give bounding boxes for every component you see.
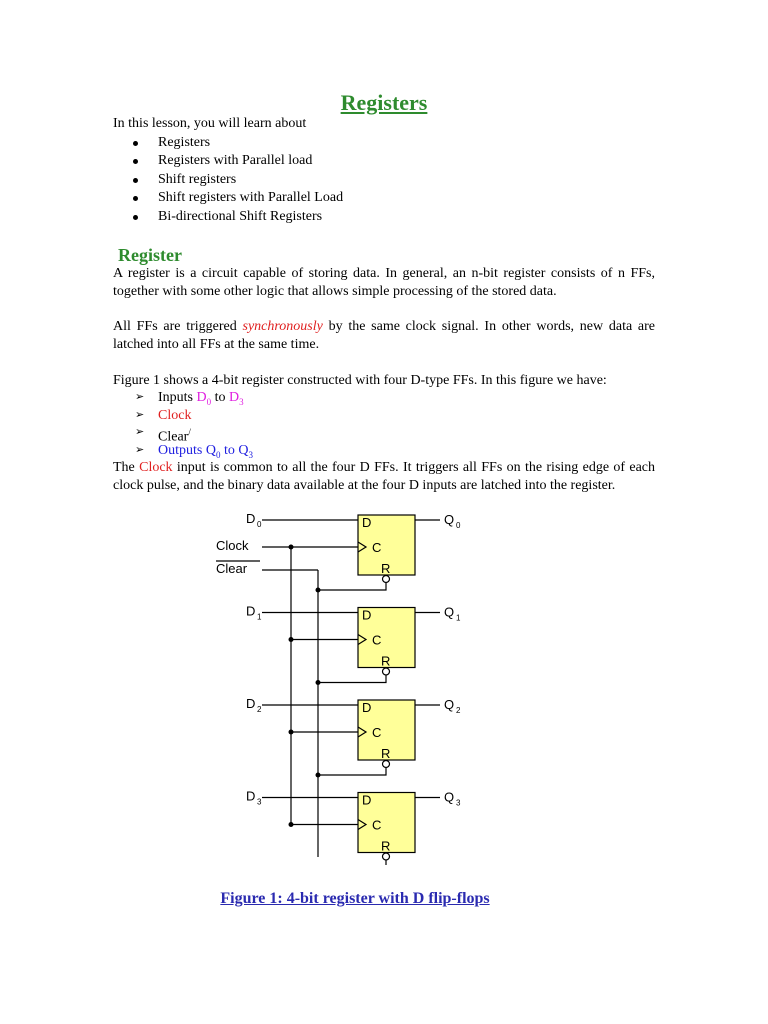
ff-d-label: D [362, 792, 372, 808]
ff-c-label: C [372, 632, 382, 648]
topic-list [113, 134, 343, 226]
ff-r-label: R [381, 746, 391, 761]
subscript: 0 [215, 449, 221, 460]
clock-junction [289, 637, 294, 642]
ff-d-label: D [362, 515, 372, 530]
output-label: Q [444, 789, 455, 805]
input-label: D [246, 511, 256, 526]
clear-label: Clear [216, 561, 248, 576]
register-circuit-diagram [200, 505, 470, 865]
inputs-to: D [229, 390, 240, 405]
outputs-term [158, 443, 253, 458]
output-label: Q [444, 512, 455, 527]
clear-junction [316, 773, 321, 778]
output-subscript: 2 [456, 706, 461, 715]
feature-list [113, 389, 253, 459]
clock-junction [289, 545, 294, 550]
output-label: Q [444, 697, 455, 712]
ff-d-label: D [362, 607, 372, 623]
output-subscript: 0 [456, 521, 461, 530]
list-item-inputs [113, 389, 253, 407]
arrow-bullet-icon: ➢ [135, 391, 145, 403]
clear-term: Clear [158, 429, 189, 445]
input-subscript: 0 [257, 520, 262, 529]
list-item-clock [113, 407, 253, 425]
list-item: Registers [113, 134, 343, 152]
output-subscript: 3 [456, 798, 461, 808]
subscript: 0 [206, 396, 212, 407]
list-item: Registers with Parallel load [113, 152, 343, 170]
clear-branch-wire [318, 583, 386, 590]
paragraph-definition: A register is a circuit capable of storing data. In general, an n-bit register consists of n FFs, together with some other logic that allows simple processing of the stored data. [113, 266, 655, 299]
intro-text: In this lesson, you will learn about [113, 116, 307, 131]
input-subscript: 3 [257, 797, 262, 807]
ff-c-label: C [372, 817, 382, 833]
subscript: 3 [248, 449, 253, 460]
subscript: 3 [239, 396, 244, 407]
output-subscript: 1 [456, 613, 461, 623]
flip-flop-3 [246, 789, 461, 866]
flip-flop-2 [246, 696, 461, 778]
ff-r-label: R [381, 838, 391, 854]
reset-bubble [383, 853, 390, 860]
arrow-bullet-icon: ➢ [135, 426, 145, 438]
text-run: to [211, 390, 230, 405]
ff-c-label: C [372, 725, 382, 740]
list-item: Bi-directional Shift Registers [113, 208, 343, 226]
input-label: D [246, 788, 256, 804]
ff-d-label: D [362, 700, 372, 715]
flip-flop-0 [246, 511, 461, 593]
arrow-bullet-icon: ➢ [135, 408, 145, 421]
page-title: Registers [340, 90, 428, 115]
clear-junction [316, 680, 321, 685]
text-run: Inputs [158, 390, 197, 405]
paragraph-clock [113, 459, 655, 495]
list-item: Shift registers with Parallel Load [113, 189, 343, 207]
clock-term: Clock [139, 460, 173, 475]
flip-flop-1 [246, 604, 461, 686]
list-item-clear [113, 424, 253, 445]
input-subscript: 2 [257, 705, 262, 714]
emphasis-text: synchronously [242, 319, 323, 334]
text-run: by the same clock signal. In other words, new data are latched into all FFs at the same time. [113, 319, 656, 352]
list-item-outputs [113, 442, 253, 460]
input-label: D [246, 603, 256, 619]
text-run: Outputs Q [158, 442, 216, 458]
paragraph-synchronous [113, 318, 655, 354]
ff-c-label: C [372, 540, 382, 555]
clock-junction [289, 730, 294, 735]
clock-term: Clock [158, 407, 192, 423]
clear-branch-wire [318, 861, 386, 866]
list-item: Shift registers [113, 171, 343, 189]
bus-wires [262, 547, 358, 857]
clear-branch-wire [318, 768, 386, 775]
figure-caption: Figure 1: 4-bit register with D flip-flops [220, 890, 490, 907]
text-run: input is common to all the four D FFs. It triggers all FFs on the rising edge of each clock pulse, and the binary data available at the four D inputs are latched into the register. [113, 460, 656, 493]
input-label: D [246, 696, 256, 711]
clear-branch-wire [318, 676, 386, 683]
text-run: The [113, 460, 140, 475]
clock-label: Clock [216, 538, 249, 553]
section-heading: Register [118, 245, 182, 265]
superscript: / [188, 427, 191, 437]
paragraph-figure-intro: Figure 1 shows a 4-bit register constructed with four D-type FFs. In this figure we have: [113, 373, 607, 388]
text-run: All FFs are triggered [113, 319, 243, 334]
output-label: Q [444, 604, 455, 620]
input-subscript: 1 [257, 612, 262, 622]
reset-bubble [383, 668, 390, 675]
clear-junction [316, 588, 321, 593]
clock-junction [289, 822, 294, 827]
inputs-from: D [196, 390, 207, 405]
ff-r-label: R [381, 653, 391, 669]
reset-bubble [383, 576, 390, 583]
arrow-bullet-icon: ➢ [135, 443, 145, 456]
reset-bubble [383, 761, 390, 768]
text-run: to Q [220, 442, 249, 458]
flip-flop-stages [246, 511, 461, 865]
ff-r-label: R [381, 561, 391, 576]
